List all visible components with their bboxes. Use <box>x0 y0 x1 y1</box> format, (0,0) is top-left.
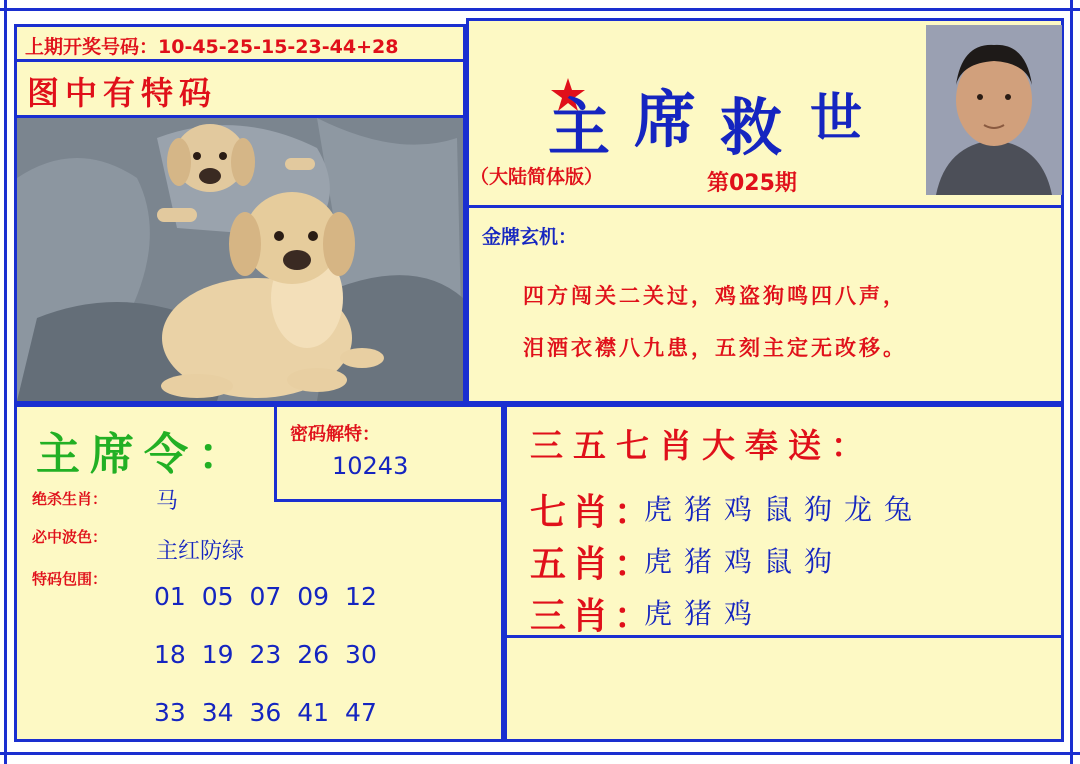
picture-title: 图中有特码 <box>14 62 466 118</box>
frame-line-bottom <box>0 752 1080 755</box>
kill-zodiac-value: 马 <box>156 489 179 514</box>
portrait-photo <box>926 25 1062 195</box>
number-row-3: 33 34 36 41 47 <box>154 698 377 727</box>
seven-zodiac-label: 七肖： <box>530 491 657 533</box>
title-char-1: 主 <box>548 91 611 164</box>
blank-panel <box>504 638 1064 742</box>
wave-color-value: 主红防绿 <box>156 539 245 564</box>
frame-line-left <box>4 0 7 764</box>
title-char-2: 席 <box>634 83 697 156</box>
number-row-2: 18 19 23 26 30 <box>154 640 377 669</box>
kill-zodiac-label: 绝杀生肖： <box>32 490 108 508</box>
dog-photo <box>14 118 466 404</box>
secret-line-1: 四方闯关二关过，鸡盗狗鸣四八声， <box>523 283 907 308</box>
frame-line-right <box>1070 0 1073 764</box>
issue-number: 第025期 <box>707 171 797 196</box>
number-pack-label: 特码包围： <box>32 570 108 588</box>
number-row-1: 01 05 07 09 12 <box>154 582 377 611</box>
title-char-4: 世 <box>810 88 863 149</box>
seven-zodiac-value: 虎猪鸡鼠狗龙兔 <box>644 493 925 526</box>
secret-label: 金牌玄机： <box>482 226 578 248</box>
previous-draw-banner: 上期开奖号码：10-45-25-15-23-44+28 <box>14 24 466 62</box>
five-zodiac-label: 五肖： <box>530 543 657 585</box>
three-zodiac-value: 虎猪鸡 <box>644 597 765 630</box>
code-label: 密码解特： <box>290 424 380 445</box>
wave-color-label: 必中波色： <box>32 528 108 546</box>
decree-title: 主席令： <box>36 429 252 480</box>
zodiac-title: 三五七肖大奉送： <box>530 426 874 465</box>
secret-line-2: 泪酒衣襟八九患，五刻主定无改移。 <box>523 335 907 360</box>
dog-illustration <box>17 118 463 401</box>
title-char-3: 救 <box>720 91 783 164</box>
main-title <box>548 74 908 164</box>
five-zodiac-value: 虎猪鸡鼠狗 <box>644 545 845 578</box>
three-zodiac-label: 三肖： <box>530 595 657 637</box>
frame-line-top <box>0 8 1080 11</box>
code-value: 10243 <box>332 452 409 480</box>
edition-label: （大陆简体版） <box>470 166 604 188</box>
portrait-illustration <box>926 25 1062 195</box>
